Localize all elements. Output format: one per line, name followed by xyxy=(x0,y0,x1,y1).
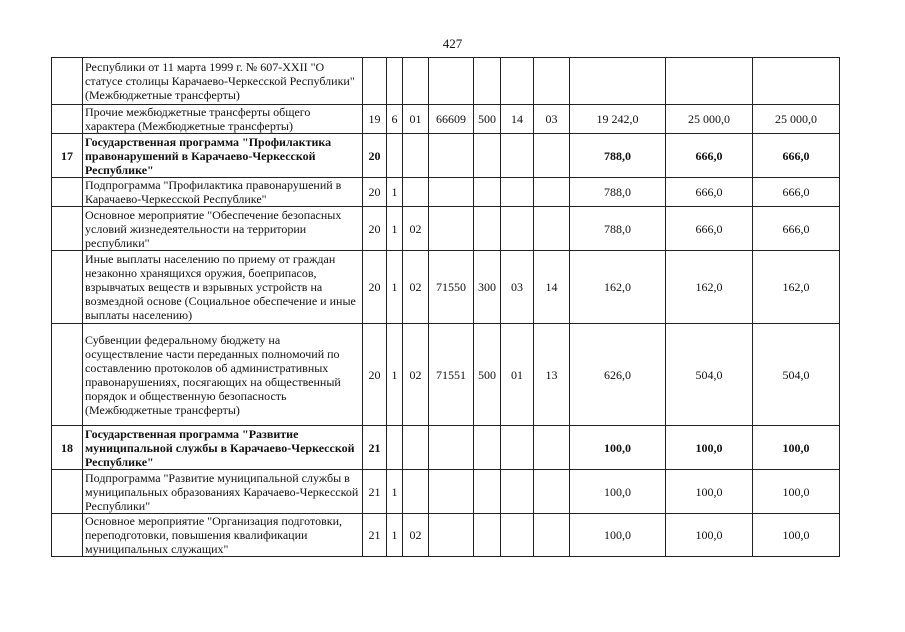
row-name: Республики от 11 марта 1999 г. № 607-XXII "О статусе столицы Карачаево-Черкесской Республики" (Межбюджетные трансферты) xyxy=(83,58,363,105)
code-subsection: 03 xyxy=(534,105,570,134)
code-section: 14 xyxy=(501,105,534,134)
amount-year-3: 100,0 xyxy=(753,470,840,514)
budget-table xyxy=(51,57,840,557)
row-number xyxy=(52,470,83,514)
table-row xyxy=(52,470,840,514)
code-subprogram xyxy=(387,134,403,178)
table-row xyxy=(52,324,840,426)
row-name: Государственная программа "Развитие муниципальной службы в Карачаево-Черкесской Республике" xyxy=(83,426,363,470)
amount-year-1 xyxy=(570,58,666,105)
amount-year-3 xyxy=(753,58,840,105)
code-expense-type xyxy=(474,207,501,251)
code-expense-type: 300 xyxy=(474,251,501,324)
amount-year-1: 626,0 xyxy=(570,324,666,426)
code-activity xyxy=(403,470,429,514)
code-direction xyxy=(429,178,474,207)
amount-year-3: 100,0 xyxy=(753,426,840,470)
row-name: Государственная программа "Профилактика правонарушений в Карачаево-Черкесской Республике" xyxy=(83,134,363,178)
row-name: Основное мероприятие "Обеспечение безопасных условий жизнедеятельности на территории республики" xyxy=(83,207,363,251)
amount-year-3: 666,0 xyxy=(753,178,840,207)
amount-year-2: 162,0 xyxy=(666,251,753,324)
code-subprogram: 1 xyxy=(387,324,403,426)
code-subsection xyxy=(534,134,570,178)
code-activity: 02 xyxy=(403,207,429,251)
code-expense-type xyxy=(474,134,501,178)
table-row xyxy=(52,134,840,178)
amount-year-1: 100,0 xyxy=(570,426,666,470)
code-program: 20 xyxy=(363,134,387,178)
code-expense-type: 500 xyxy=(474,105,501,134)
amount-year-3: 162,0 xyxy=(753,251,840,324)
row-name: Основное мероприятие "Организация подготовки, переподготовки, повышения квалификации муниципальных служащих" xyxy=(83,514,363,557)
amount-year-2: 666,0 xyxy=(666,134,753,178)
amount-year-3: 100,0 xyxy=(753,514,840,557)
code-direction xyxy=(429,514,474,557)
code-expense-type xyxy=(474,178,501,207)
code-expense-type xyxy=(474,426,501,470)
amount-year-1: 19 242,0 xyxy=(570,105,666,134)
code-section xyxy=(501,178,534,207)
code-section xyxy=(501,58,534,105)
row-name: Подпрограмма "Профилактика правонарушений в Карачаево-Черкесской Республике" xyxy=(83,178,363,207)
table-body xyxy=(52,58,840,557)
amount-year-2: 100,0 xyxy=(666,426,753,470)
code-activity xyxy=(403,178,429,207)
code-program: 21 xyxy=(363,426,387,470)
row-name: Подпрограмма "Развитие муниципальной службы в муниципальных образованиях Карачаево-Черкесской Республики" xyxy=(83,470,363,514)
amount-year-2: 100,0 xyxy=(666,470,753,514)
code-direction: 71550 xyxy=(429,251,474,324)
amount-year-3: 666,0 xyxy=(753,134,840,178)
table-row xyxy=(52,178,840,207)
code-section xyxy=(501,514,534,557)
amount-year-2: 504,0 xyxy=(666,324,753,426)
code-subprogram xyxy=(387,426,403,470)
code-subsection: 13 xyxy=(534,324,570,426)
code-subsection xyxy=(534,514,570,557)
row-number xyxy=(52,324,83,426)
table-row xyxy=(52,426,840,470)
row-number xyxy=(52,105,83,134)
row-number xyxy=(52,178,83,207)
amount-year-1: 100,0 xyxy=(570,514,666,557)
row-name: Субвенции федеральному бюджету на осуществление части переданных полномочий по составлению протоколов об административных правонарушениях, посягающих на общественный порядок и общественную безопасность (Межбюджетные трансферты) xyxy=(83,324,363,426)
amount-year-2: 100,0 xyxy=(666,514,753,557)
code-program: 20 xyxy=(363,207,387,251)
row-number xyxy=(52,207,83,251)
code-subsection xyxy=(534,470,570,514)
code-direction xyxy=(429,58,474,105)
amount-year-1: 100,0 xyxy=(570,470,666,514)
code-section: 03 xyxy=(501,251,534,324)
code-subsection xyxy=(534,178,570,207)
amount-year-2 xyxy=(666,58,753,105)
row-number: 17 xyxy=(52,134,83,178)
code-section xyxy=(501,134,534,178)
code-program xyxy=(363,58,387,105)
code-subprogram: 1 xyxy=(387,207,403,251)
amount-year-2: 666,0 xyxy=(666,178,753,207)
code-section xyxy=(501,426,534,470)
code-section xyxy=(501,207,534,251)
amount-year-1: 788,0 xyxy=(570,134,666,178)
code-activity: 02 xyxy=(403,514,429,557)
row-number xyxy=(52,58,83,105)
row-name: Иные выплаты населению по приему от граждан незаконно хранящихся оружия, боеприпасов, взрывчатых веществ и взрывных устройств на возмездной основе (Социальное обеспечение и иные выплаты населению) xyxy=(83,251,363,324)
code-activity: 02 xyxy=(403,251,429,324)
code-activity: 01 xyxy=(403,105,429,134)
row-number xyxy=(52,514,83,557)
code-direction: 66609 xyxy=(429,105,474,134)
code-subsection xyxy=(534,58,570,105)
code-program: 20 xyxy=(363,324,387,426)
code-expense-type xyxy=(474,58,501,105)
code-activity xyxy=(403,426,429,470)
code-direction xyxy=(429,426,474,470)
code-expense-type xyxy=(474,470,501,514)
code-direction: 71551 xyxy=(429,324,474,426)
code-subsection: 14 xyxy=(534,251,570,324)
code-program: 21 xyxy=(363,514,387,557)
amount-year-2: 666,0 xyxy=(666,207,753,251)
code-subprogram: 6 xyxy=(387,105,403,134)
amount-year-1: 162,0 xyxy=(570,251,666,324)
table-row xyxy=(52,58,840,105)
code-expense-type xyxy=(474,514,501,557)
code-direction xyxy=(429,470,474,514)
amount-year-1: 788,0 xyxy=(570,207,666,251)
table-row xyxy=(52,251,840,324)
row-number xyxy=(52,251,83,324)
amount-year-3: 25 000,0 xyxy=(753,105,840,134)
amount-year-1: 788,0 xyxy=(570,178,666,207)
table-row xyxy=(52,514,840,557)
code-activity xyxy=(403,134,429,178)
table-row xyxy=(52,105,840,134)
table-row xyxy=(52,207,840,251)
code-expense-type: 500 xyxy=(474,324,501,426)
amount-year-3: 666,0 xyxy=(753,207,840,251)
amount-year-3: 504,0 xyxy=(753,324,840,426)
code-subprogram xyxy=(387,58,403,105)
code-subprogram: 1 xyxy=(387,470,403,514)
code-direction xyxy=(429,207,474,251)
code-subprogram: 1 xyxy=(387,251,403,324)
code-section: 01 xyxy=(501,324,534,426)
code-subprogram: 1 xyxy=(387,178,403,207)
code-program: 20 xyxy=(363,251,387,324)
amount-year-2: 25 000,0 xyxy=(666,105,753,134)
code-program: 21 xyxy=(363,470,387,514)
code-subsection xyxy=(534,207,570,251)
code-activity xyxy=(403,58,429,105)
row-number: 18 xyxy=(52,426,83,470)
code-program: 20 xyxy=(363,178,387,207)
code-direction xyxy=(429,134,474,178)
page-number: 427 xyxy=(442,36,463,51)
code-activity: 02 xyxy=(403,324,429,426)
code-section xyxy=(501,470,534,514)
code-program: 19 xyxy=(363,105,387,134)
code-subprogram: 1 xyxy=(387,514,403,557)
row-name: Прочие межбюджетные трансферты общего характера (Межбюджетные трансферты) xyxy=(83,105,363,134)
code-subsection xyxy=(534,426,570,470)
